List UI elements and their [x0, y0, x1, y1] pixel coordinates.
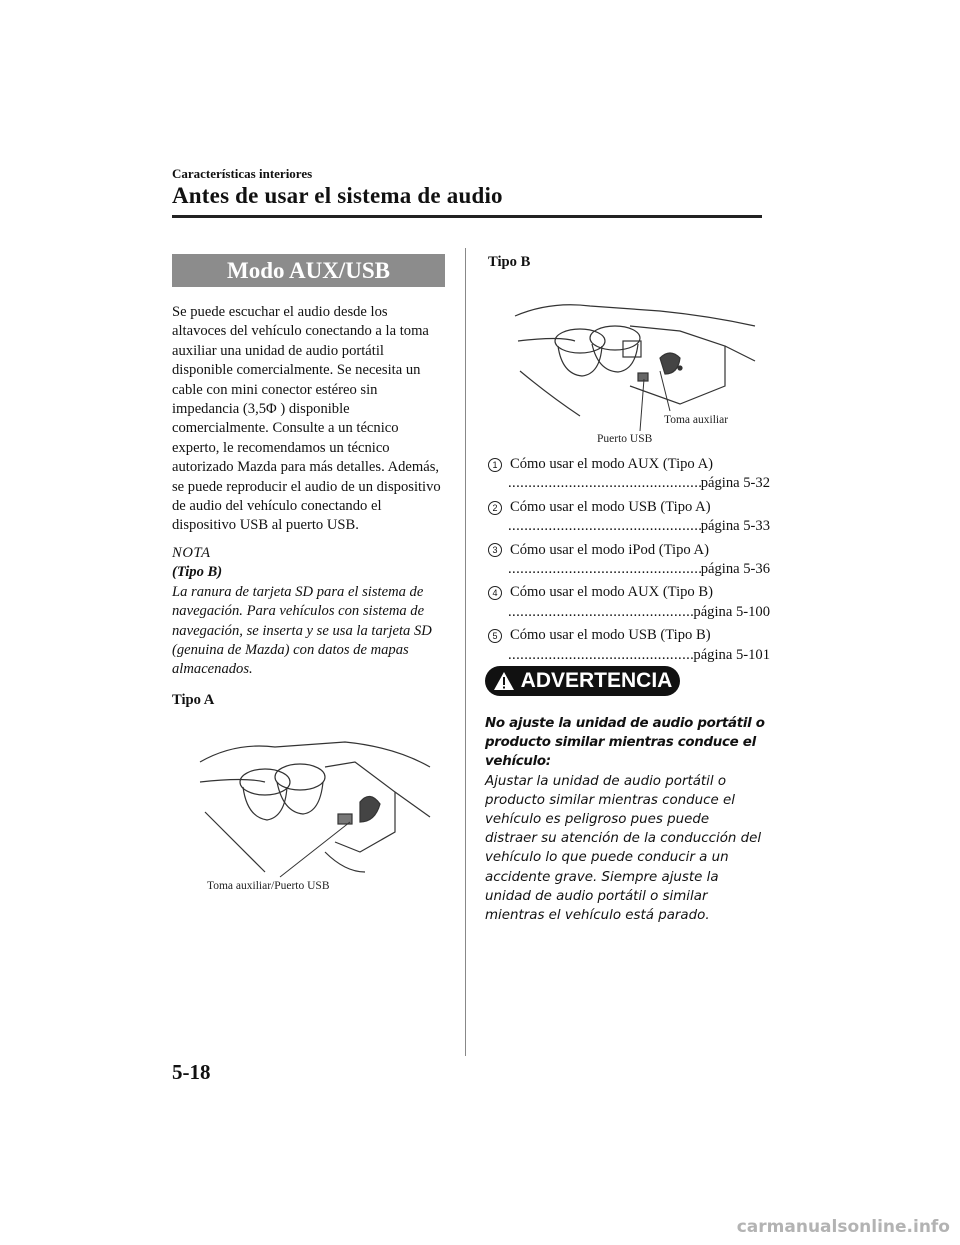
- leader-dots: [508, 603, 693, 622]
- left-column: [172, 254, 445, 709]
- list-item[interactable]: [488, 455, 770, 494]
- leader-dots: [508, 474, 701, 493]
- warning-label: ADVERTENCIA: [520, 669, 673, 692]
- ref-title: Cómo usar el modo USB (Tipo B): [510, 627, 711, 644]
- warning-text: [485, 714, 765, 925]
- list-item[interactable]: [488, 626, 770, 665]
- ref-page[interactable]: página 5-36: [700, 561, 770, 578]
- note-body: La ranura de tarjeta SD para el sistema de navegación. Para vehículos con sistema de navegación, se inserta y se usa la tarjeta SD (genuina de Mazda) con datos de mapas almacenados.: [172, 583, 432, 678]
- warning-heading: No ajuste la unidad de audio portátil o producto similar mientras conduce el vehículo:: [485, 716, 765, 770]
- note-title: NOTA: [172, 544, 211, 561]
- circled-number-icon: 4: [488, 586, 502, 600]
- title-rule: [172, 215, 762, 218]
- intro-paragraph: Se puede escuchar el audio desde los altavoces del vehículo conectando a la toma auxiliar una unidad de audio portátil disponible comercialmente. Se necesita un cable con mini conector estéreo sin impedancia (3,5Φ ) disponible comercialmente. Consulte a un técnico experto, le recomendamos un técnico autorizado Mazda para más detalles. Además, se puede reproducir el audio de un dispositivo de audio del vehículo conectando el dispositivo USB al puerto USB.: [172, 304, 441, 534]
- ref-page[interactable]: página 5-100: [693, 603, 770, 620]
- ref-page[interactable]: página 5-101: [693, 646, 770, 663]
- console-drawing-a: [195, 722, 435, 897]
- tipo-a-label: Tipo A: [172, 691, 215, 708]
- leader-dots: [508, 560, 701, 579]
- ref-title: Cómo usar el modo AUX (Tipo B): [510, 584, 713, 601]
- circled-number-icon: 5: [488, 629, 502, 643]
- console-drawing-b: [510, 286, 760, 456]
- ref-title: Cómo usar el modo USB (Tipo A): [510, 498, 711, 515]
- page-title: Antes de usar el sistema de audio: [172, 183, 503, 208]
- fig-a-caption: Toma auxiliar/Puerto USB: [207, 880, 330, 892]
- ref-page[interactable]: página 5-32: [700, 475, 770, 492]
- cross-reference-list: [488, 455, 770, 669]
- warning-triangle-icon: [493, 671, 515, 691]
- column-divider: [465, 248, 466, 1056]
- section-heading: Modo AUX/USB: [172, 254, 445, 287]
- list-item[interactable]: [488, 498, 770, 537]
- tipo-b-label: Tipo B: [488, 254, 531, 270]
- circled-number-icon: 1: [488, 458, 502, 472]
- leader-dots: [508, 646, 693, 665]
- section-label: Características interiores: [172, 166, 313, 181]
- ref-title: Cómo usar el modo iPod (Tipo A): [510, 541, 709, 558]
- ref-page[interactable]: página 5-33: [700, 518, 770, 535]
- fig-b-caption-aux: Toma auxiliar: [664, 414, 729, 426]
- fig-b-caption-usb: Puerto USB: [597, 433, 653, 445]
- list-item[interactable]: [488, 583, 770, 622]
- note-block: [172, 544, 445, 680]
- page-number: 5-18: [172, 1060, 211, 1084]
- warning-body: Ajustar la unidad de audio portátil o producto similar mientras conduce el vehículo es peligroso pues puede distraer su atención de la conducción del vehículo lo que puede conducir a un accidente grave. Siempre ajuste la unidad de audio portátil o similar mientras el vehículo está parado.: [485, 773, 762, 924]
- circled-number-icon: 2: [488, 501, 502, 515]
- right-column: [488, 254, 763, 271]
- warning-badge: [485, 666, 680, 696]
- watermark: carmanualsonline.info: [736, 1217, 950, 1237]
- circled-number-icon: 3: [488, 543, 502, 557]
- console-illustration-tipo-b: [510, 286, 760, 456]
- note-subtitle: (Tipo B): [172, 564, 223, 581]
- console-illustration-tipo-a: [195, 722, 435, 897]
- list-item[interactable]: [488, 541, 770, 580]
- ref-title: Cómo usar el modo AUX (Tipo A): [510, 456, 713, 472]
- leader-dots: [508, 517, 701, 536]
